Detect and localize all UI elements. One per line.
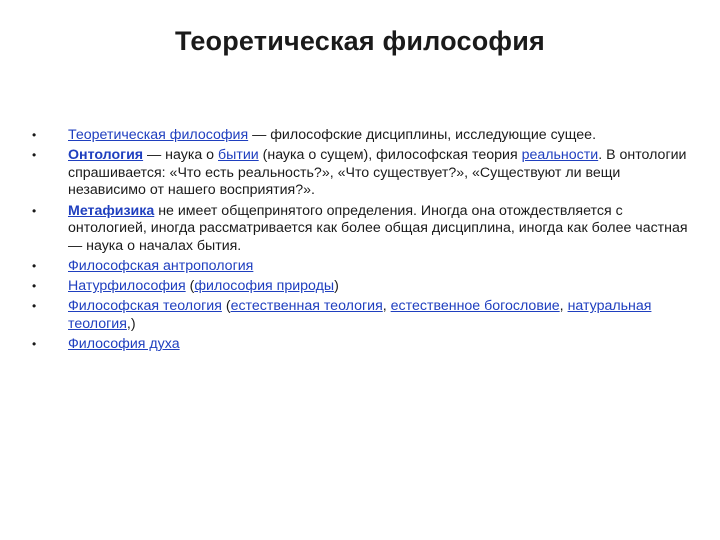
list-item-philosophy-of-mind xyxy=(30,336,690,354)
bullet-icon: • xyxy=(32,128,37,142)
link-philosophical-anthropology[interactable]: Философская антропология xyxy=(68,257,254,274)
item-text: , xyxy=(559,298,568,315)
bullet-icon: • xyxy=(32,203,37,218)
list-item-philosophical-theology xyxy=(30,298,690,333)
bullet-list xyxy=(30,127,690,356)
slide-title: Теоретическая философия xyxy=(174,26,545,56)
item-text: — философские дисциплины, исследующие сущее. xyxy=(248,127,597,143)
link-being[interactable]: бытии xyxy=(218,147,259,164)
item-text: ( xyxy=(185,278,195,295)
link-theoretical-philosophy[interactable]: Теоретическая философия xyxy=(68,127,249,143)
link-natural-divinity[interactable]: естественное богословие xyxy=(390,298,560,315)
link-reality[interactable]: реальности xyxy=(521,147,599,164)
list-item-theoretical-philosophy xyxy=(30,127,690,145)
item-text: ,) xyxy=(126,315,136,332)
link-philosophy-of-nature[interactable]: философия природы xyxy=(194,278,335,295)
link-natural-theology[interactable]: естественная теология xyxy=(230,298,383,315)
item-text: ) xyxy=(334,278,339,295)
list-item-natural-philosophy xyxy=(30,278,690,296)
link-metaphysics[interactable]: Метафизика xyxy=(68,202,155,219)
item-text: , xyxy=(382,298,391,315)
link-philosophy-of-mind[interactable]: Философия духа xyxy=(68,336,180,353)
item-text: не имеет общепринятого определения. Иногда она отождествляется с онтологией, иногда рассматривается как более общая дисциплина, иногда как более частная — наука о началах бытия. xyxy=(68,202,688,254)
list-item-ontology xyxy=(30,147,690,200)
item-text: ( xyxy=(221,298,231,315)
item-text: — наука о xyxy=(143,147,219,164)
bullet-icon: • xyxy=(32,337,37,352)
bullet-icon: • xyxy=(32,299,37,314)
list-item-philosophical-anthropology xyxy=(30,258,690,276)
link-ontology[interactable]: Онтология xyxy=(68,147,144,164)
item-text: (наука о сущем), философская теория xyxy=(258,147,522,164)
bullet-icon: • xyxy=(32,258,37,273)
list-item-metaphysics xyxy=(30,203,690,256)
item-text: . В онтологии спрашивается: «Что есть реальность?», «Что существует?», «Существуют ли вещи независимо от нашего восприятия?». xyxy=(68,147,687,199)
link-philosophical-theology[interactable]: Философская теология xyxy=(68,298,222,315)
link-natural-theology-2[interactable]: натуральная теология xyxy=(68,298,652,332)
bullet-icon: • xyxy=(32,148,37,163)
bullet-icon: • xyxy=(32,279,37,294)
link-natural-philosophy[interactable]: Натурфилософия xyxy=(68,278,186,295)
